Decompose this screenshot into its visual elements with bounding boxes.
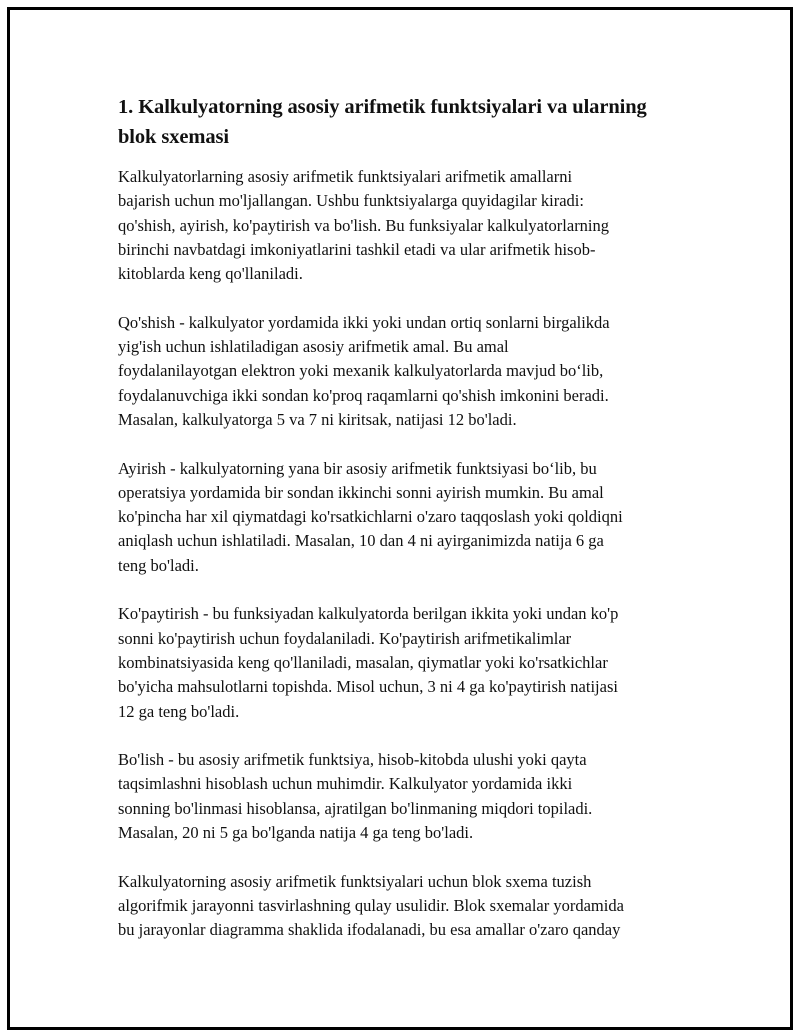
text-line: sonni ko'paytirish uchun foydalaniladi. Ko'paytirish arifmetikalimlar bbox=[118, 628, 572, 648]
text-line: kombinatsiyasida keng qo'llaniladi, masalan, qiymatlar yoki ko'rsatkichlar bbox=[118, 652, 608, 672]
text-line: taqsimlashni hisoblash uchun muhimdir. Kalkulyator yordamida ikki bbox=[118, 774, 573, 794]
text-line: Masalan, 20 ni 5 ga bo'lganda natija 4 ga teng bo'ladi. bbox=[118, 823, 474, 843]
text-line: aniqlash uchun ishlatiladi. Masalan, 10 dan 4 ni ayirganimizda natija 6 ga bbox=[118, 531, 604, 551]
text-line: sonning bo'linmasi hisoblansa, ajratilgan bo'linmaning miqdori topiladi. bbox=[118, 798, 593, 818]
paragraph-intro bbox=[118, 165, 693, 286]
paragraph-subtraction bbox=[118, 457, 693, 578]
paragraph-division bbox=[118, 748, 693, 845]
text-line: qo'shish, ayirish, ko'paytirish va bo'lish. Bu funksiyalar kalkulyatorlarning bbox=[118, 215, 610, 235]
paragraph-block-diagram bbox=[118, 870, 693, 943]
text-line: birinchi navbatdagi imkoniyatlarini tashkil etadi va ular arifmetik hisob- bbox=[118, 239, 596, 259]
text-line: bajarish uchun mo'ljallangan. Ushbu funktsiyalarga quyidagilar kiradi: bbox=[118, 191, 584, 211]
text-line: Masalan, kalkulyatorga 5 va 7 ni kiritsak, natijasi 12 bo'ladi. bbox=[118, 409, 517, 429]
text-line: kitoblarda keng qo'llaniladi. bbox=[118, 264, 303, 284]
text-line: Bo'lish - bu asosiy arifmetik funktsiya, hisob-kitobda ulushi yoki qayta bbox=[118, 750, 587, 770]
text-line: teng bo'ladi. bbox=[118, 555, 199, 575]
text-line: Qo'shish - kalkulyator yordamida ikki yoki undan ortiq sonlarni birgalikda bbox=[118, 312, 610, 332]
text-line: bu jarayonlar diagramma shaklida ifodalanadi, bu esa amallar o'zaro qanday bbox=[118, 920, 621, 940]
text-line: 12 ga teng bo'ladi. bbox=[118, 701, 240, 721]
section-heading bbox=[118, 92, 693, 152]
text-line: Kalkulyatorlarning asosiy arifmetik funktsiyalari arifmetik amallarni bbox=[118, 167, 573, 186]
text-line: foydalanilayotgan elektron yoki mexanik kalkulyatorlarda mavjud bo‘lib, bbox=[118, 361, 604, 381]
heading-line: 1. Kalkulyatorning asosiy arifmetik funktsiyalari va ularning bbox=[118, 96, 647, 118]
text-line: bo'yicha mahsulotlarni topishda. Misol uchun, 3 ni 4 ga ko'paytirish natijasi bbox=[118, 677, 618, 697]
text-line: operatsiya yordamida bir sondan ikkinchi sonni ayirish mumkin. Bu amal bbox=[118, 482, 604, 502]
text-line: foydalanuvchiga ikki sondan ko'proq raqamlarni qo'shish imkonini beradi. bbox=[118, 385, 609, 405]
text-line: yig'ish uchun ishlatiladigan asosiy arifmetik amal. Bu amal bbox=[118, 337, 509, 357]
text-line: algorifmik jarayonni tasvirlashning qulay usulidir. Blok sxemalar yordamida bbox=[118, 895, 624, 915]
text-line: Ayirish - kalkulyatorning yana bir asosiy arifmetik funktsiyasi bo‘lib, bu bbox=[118, 458, 597, 478]
paragraph-addition bbox=[118, 311, 693, 432]
heading-line: blok sxemasi bbox=[118, 126, 229, 148]
paragraph-multiplication bbox=[118, 602, 693, 723]
text-line: Ko'paytirish - bu funksiyadan kalkulyatorda berilgan ikkita yoki undan ko'p bbox=[118, 604, 619, 624]
text-line: Kalkulyatorning asosiy arifmetik funktsiyalari uchun blok sxema tuzish bbox=[118, 871, 592, 891]
document-body bbox=[118, 92, 693, 967]
text-line: ko'pincha har xil qiymatdagi ko'rsatkichlarni o'zaro taqqoslash yoki qoldiqni bbox=[118, 507, 623, 527]
